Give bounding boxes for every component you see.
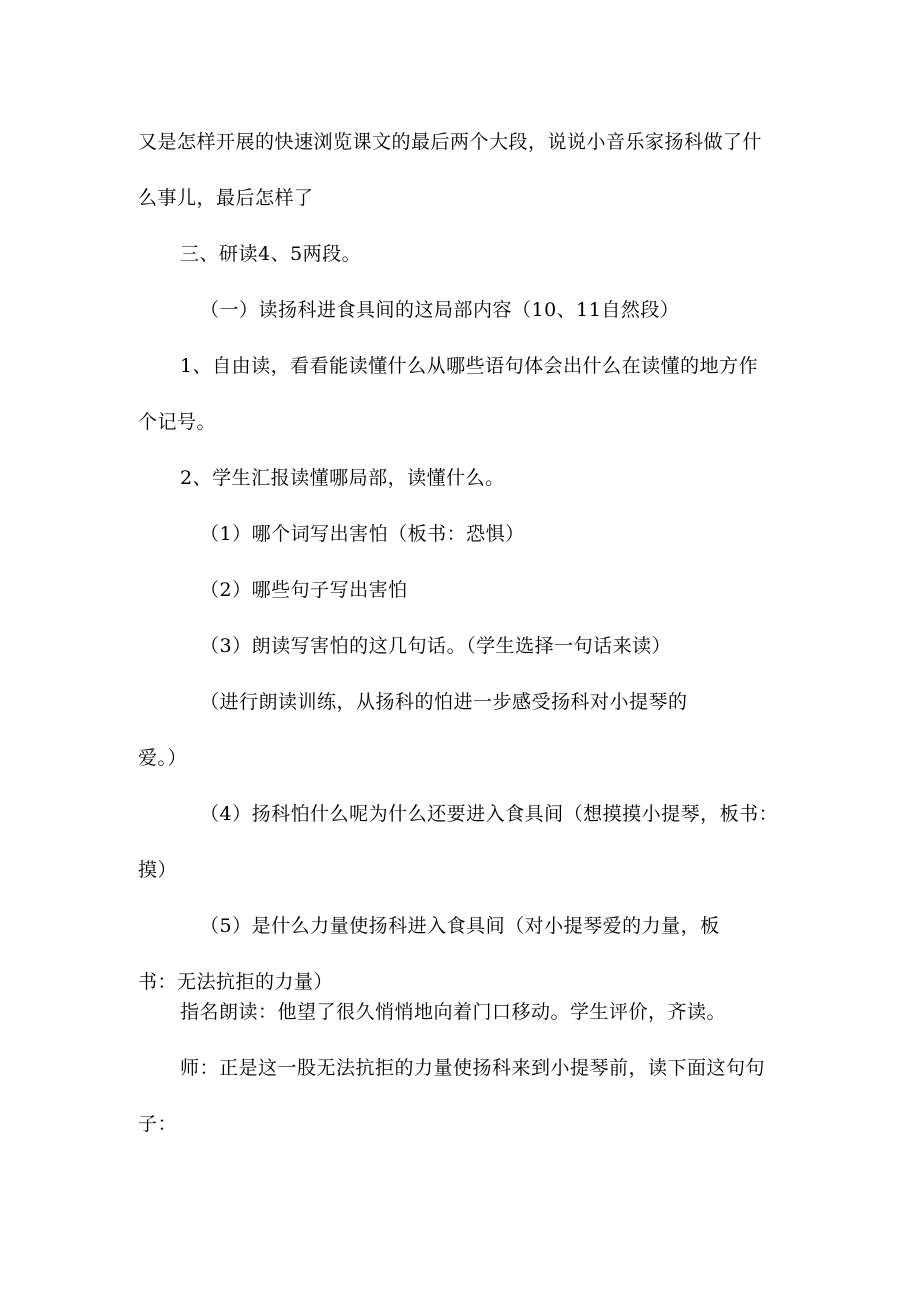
text-line-11: （进行朗读训练，从扬科的怕进一步感受扬科对小提琴的: [200, 691, 688, 713]
text-line-10: （3）朗读写害怕的这几句话。（学生选择一句话来读）: [200, 635, 672, 657]
text-line-2: 么事儿，最后怎样了: [138, 187, 314, 209]
text-line-13: （4）扬科怕什么呢为什么还要进入食具间（想摸摸小提琴，板书：: [200, 803, 779, 825]
text-line-8: （1）哪个词写出害怕（板书：恐惧）: [200, 523, 525, 545]
text-line-1: 又是怎样开展的快速浏览课文的最后两个大段，说说小音乐家扬科做了什: [138, 131, 763, 153]
text-line-9: （2）哪些句子写出害怕: [200, 579, 408, 601]
text-line-7: 2、学生汇报读懂哪局部，读懂什么。: [180, 467, 505, 489]
text-line-14: 摸）: [138, 859, 178, 881]
text-line-19: 子：: [138, 1113, 178, 1135]
text-line-3: 三、研读4、5两段。: [180, 243, 362, 265]
text-line-17: 指名朗读：他望了很久悄悄地向着门口移动。学生评价，齐读。: [180, 1001, 727, 1023]
text-line-4: （一）读扬科进食具间的这局部内容（10、11自然段）: [200, 299, 680, 321]
text-line-15: （5）是什么力量使扬科进入食具间（对小提琴爱的力量，板: [200, 915, 720, 937]
text-line-12: 爱。）: [138, 747, 188, 769]
text-line-16: 书：无法抗拒的力量）: [138, 971, 334, 993]
text-line-5: 1、自由读，看看能读懂什么从哪些语句体会出什么在读懂的地方作: [180, 355, 759, 377]
text-line-6: 个记号。: [138, 411, 217, 433]
text-line-18: 师：正是这一股无法抗拒的力量使扬科来到小提琴前，读下面这句句: [180, 1057, 766, 1079]
